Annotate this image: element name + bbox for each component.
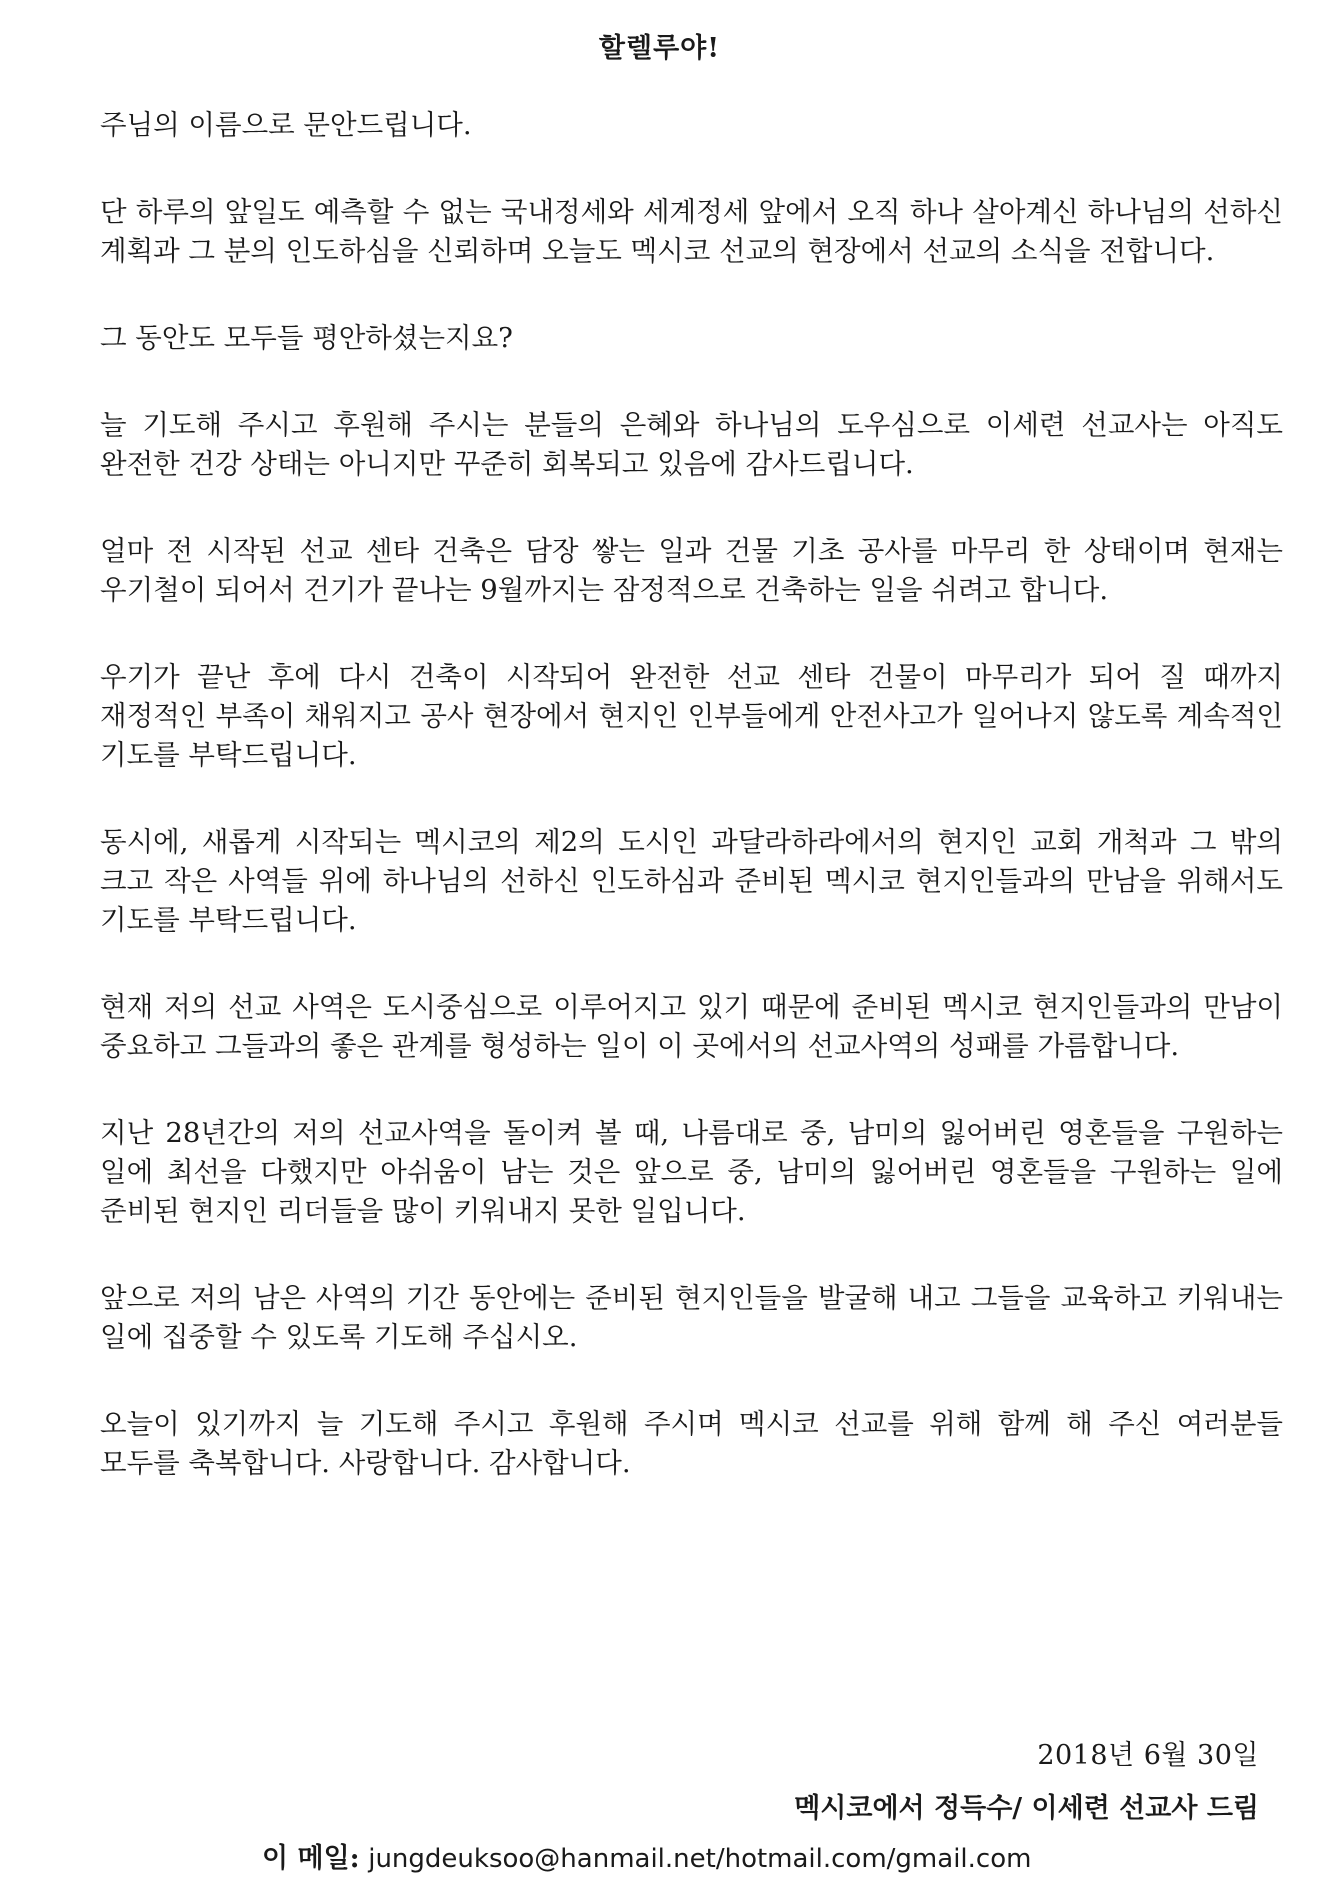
paragraph-greeting: 주님의 이름으로 문안드립니다. — [100, 109, 472, 141]
paragraph-guadalajara: 동시에, 새롭게 시작되는 멕시코의 제2의 도시인 과달라하라에서의 현지인 교회 개척과 그 밖의 크고 작은 사역들 위에 하나님의 선하신 인도하심과 준비된 멕시코 현지인들과의 만남을 위해서도 기도를 부탁드립니다. — [100, 826, 1283, 936]
paragraph-construction: 얼마 전 시작된 선교 센타 건축은 담장 쌓는 일과 건물 기초 공사를 마무리 한 상태이며 현재는 우기철이 되어서 건기가 끝나는 9월까지는 잠정적으로 건축하는 일을 쉬려고 합니다. — [100, 535, 1283, 606]
paragraph-prayer-construction: 우기가 끝난 후에 다시 건축이 시작되어 완전한 선교 센타 건물이 마무리가 되어 질 때까지 재정적인 부족이 채워지고 공사 현장에서 현지인 인부들에게 안전사고가 일어나지 않도록 계속적인 기도를 부탁드립니다. — [100, 661, 1283, 771]
paragraph-future: 앞으로 저의 남은 사역의 기간 동안에는 준비된 현지인들을 발굴해 내고 그들을 교육하고 키워내는 일에 집중할 수 있도록 기도해 주십시오. — [100, 1282, 1283, 1353]
email-label: 이 메일: — [262, 1843, 360, 1874]
letter-title: 할렐루야! — [598, 33, 721, 64]
paragraph-closing: 오늘이 있기까지 늘 기도해 주시고 후원해 주시며 멕시코 선교를 위해 함께 해 주신 여러분들 모두를 축복합니다. 사랑합니다. 감사합니다. — [100, 1408, 1283, 1479]
letter-body — [100, 106, 1283, 1483]
paragraph-urban-ministry: 현재 저의 선교 사역은 도시중심으로 이루어지고 있기 때문에 준비된 멕시코 현지인들과의 만남이 중요하고 그들과의 좋은 관계를 형성하는 일이 이 곳에서의 선교사역의 성패를 가름합니다. — [100, 991, 1283, 1062]
letter-signature: 멕시코에서 정득수/ 이세련 선교사 드림 — [794, 1793, 1259, 1824]
paragraph-reflection: 지난 28년간의 저의 선교사역을 돌이켜 볼 때, 나름대로 중, 남미의 잃어버린 영혼들을 구원하는 일에 최선을 다했지만 아쉬움이 남는 것은 앞으로 중, 남미의 잃어버린 영혼들을 구원하는 일에 준비된 현지인 리더들을 많이 키워내지 못한 일입니다. — [100, 1117, 1283, 1227]
paragraph-wellbeing: 그 동안도 모두들 평안하셨는지요? — [100, 322, 513, 354]
email-line — [262, 1836, 1031, 1875]
letter-date: 2018년 6월 30일 — [1037, 1740, 1259, 1771]
paragraph-intro: 단 하루의 앞일도 예측할 수 없는 국내정세와 세계정세 앞에서 오직 하나 살아계신 하나님의 선하신 계획과 그 분의 인도하심을 신뢰하며 오늘도 멕시코 선교의 현장에서 선교의 소식을 전합니다. — [100, 196, 1283, 267]
paragraph-health: 늘 기도해 주시고 후원해 주시는 분들의 은혜와 하나님의 도우심으로 이세련 선교사는 아직도 완전한 건강 상태는 아니지만 꾸준히 회복되고 있음에 감사드립니다. — [100, 409, 1283, 480]
email-address: jungdeuksoo@hanmail.net/hotmail.com/gmail.com — [368, 1844, 1032, 1874]
